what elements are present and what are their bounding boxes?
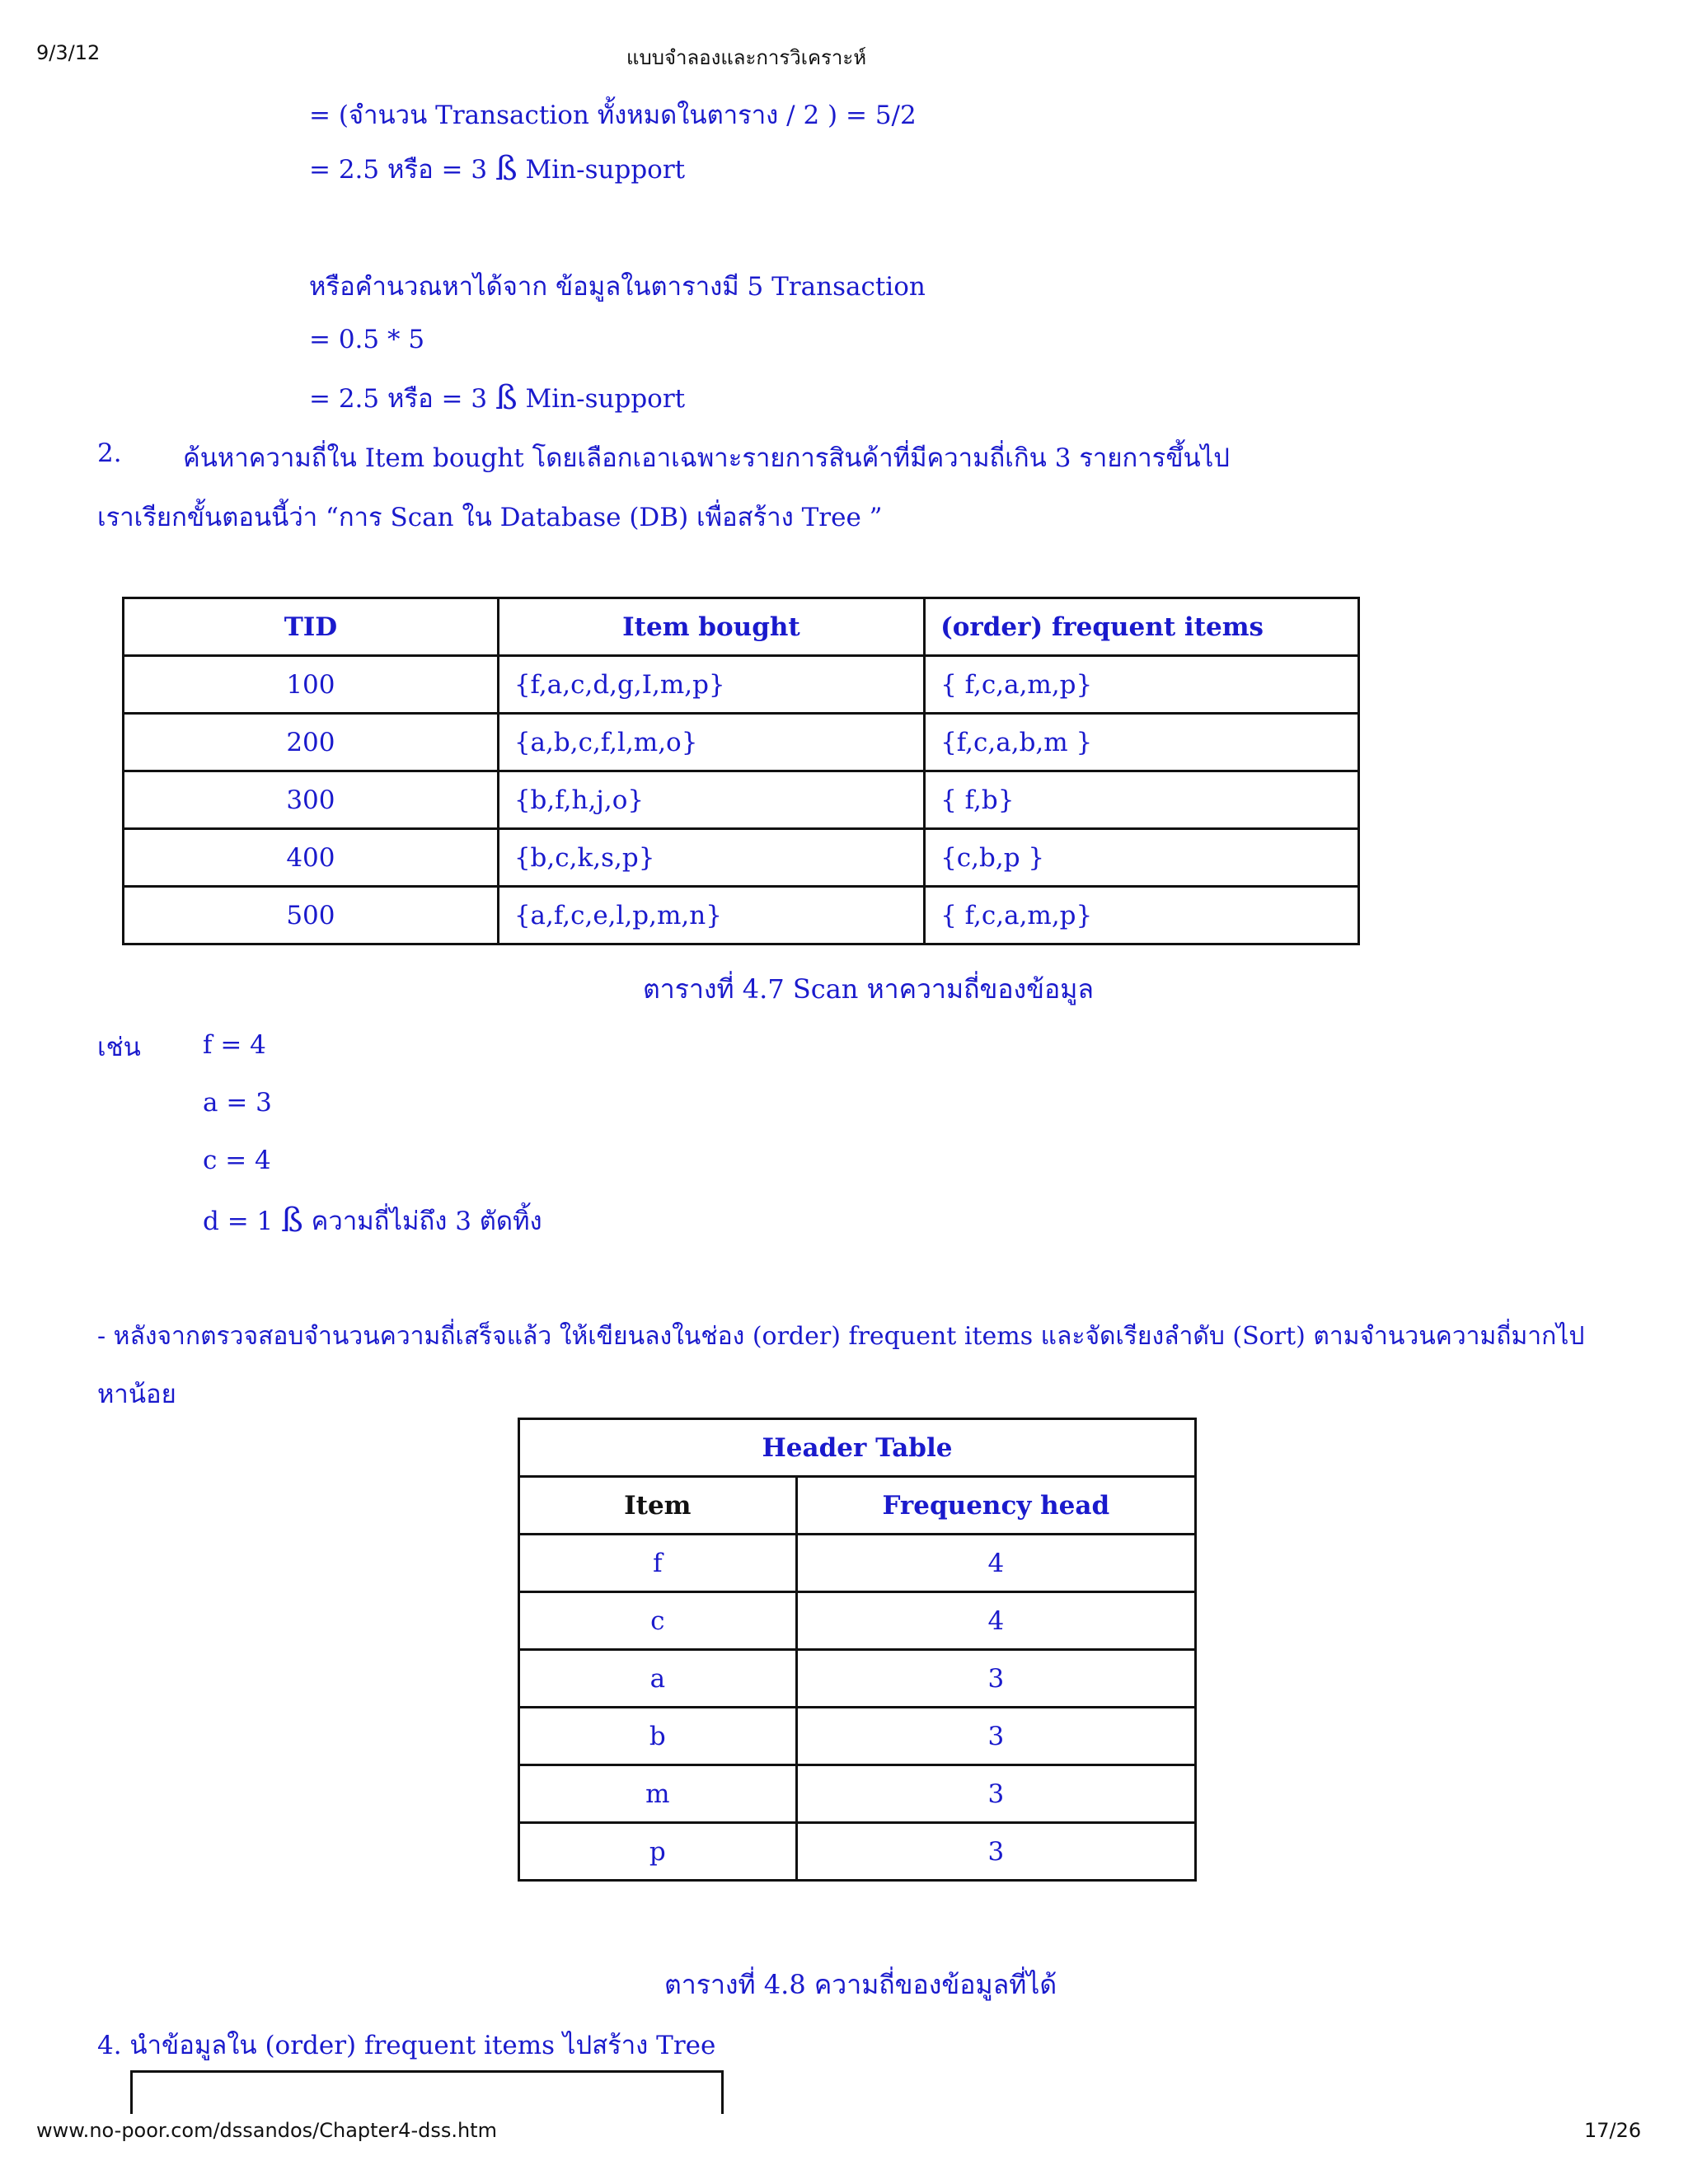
tid-cell: 400 [124,829,499,887]
frequency-scan-table [122,597,1360,945]
formula-line-5 [309,377,685,419]
table-row [124,656,1359,714]
frequency-cell: 4 [796,1535,1195,1592]
item-cell: a [519,1650,797,1708]
table-header-row [124,598,1359,656]
formula-line-5-text: = 2.5 หรือ = 3 [309,384,495,414]
step-2-text: ค้นหาความถี่ใน Item bought โดยเลือกเอาเฉพาะรายการสินค้าที่มีความถี่เกิน 3 รายการขึ้นไป [183,443,1230,473]
item-bought-cell: {b,f,h,j,o} [498,771,924,829]
column-header-item: Item [519,1477,797,1535]
frequent-items-cell: { f,c,a,m,p} [925,656,1359,714]
table-row [519,1708,1196,1765]
example-label: เช่น [97,1033,141,1062]
table-row [124,771,1359,829]
table-row [519,1765,1196,1823]
frequency-cell: 3 [796,1765,1195,1823]
formula-line-2 [309,148,685,190]
table-row [519,1823,1196,1881]
item-bought-cell: {a,f,c,e,l,p,m,n} [498,887,924,944]
example-a: a = 3 [203,1088,272,1118]
table-row [124,887,1359,944]
formula-line-4: = 0.5 * 5 [309,325,425,354]
left-arrow-symbol: ß [281,1202,303,1240]
example-d [203,1200,542,1241]
table-4-7-caption: ตารางที่ 4.7 Scan หาความถี่ของข้อมูล [643,973,1094,1005]
header-table-title-row [519,1419,1196,1477]
item-cell: m [519,1765,797,1823]
page-number: 17/26 [1584,2119,1642,2142]
tid-cell: 300 [124,771,499,829]
table-4-8-caption: ตารางที่ 4.8 ความถี่ของข้อมูลที่ได้ [664,1969,1057,2000]
column-header-frequency-head: Frequency head [796,1477,1195,1535]
tid-cell: 100 [124,656,499,714]
header-table [518,1418,1197,1882]
frequency-cell: 3 [796,1650,1195,1708]
column-header-frequent-items: (order) frequent items [925,598,1359,656]
frequency-cell: 4 [796,1592,1195,1650]
page-title: แบบจำลองและการวิเคราะห์ [626,46,867,69]
tid-cell: 500 [124,887,499,944]
item-bought-cell: {b,c,k,s,p} [498,829,924,887]
sort-instruction-line-2: หาน้อย [97,1380,176,1409]
left-arrow-symbol: ß [495,379,518,417]
table-row [124,829,1359,887]
min-support-label: Min-support [517,155,686,185]
left-arrow-symbol: ß [495,150,518,188]
item-bought-cell: {a,b,c,f,l,m,o} [498,714,924,771]
sort-instruction-line-1: - หลังจากตรวจสอบจำนวนความถี่เสร็จแล้ว ให้เขียนลงในช่อง (order) frequent items และจัดเรียงลำดับ (Sort) ตามจำนวนความถี่มากไป [97,1322,1585,1351]
print-date: 9/3/12 [36,41,101,64]
column-header-item-bought: Item bought [498,598,924,656]
item-bought-cell: {f,a,c,d,g,I,m,p} [498,656,924,714]
item-cell: p [519,1823,797,1881]
example-f: f = 4 [203,1030,266,1060]
frequent-items-cell: { f,c,a,m,p} [925,887,1359,944]
frequent-items-cell: { f,b} [925,771,1359,829]
tid-cell: 200 [124,714,499,771]
frequency-cell: 3 [796,1708,1195,1765]
table-header-row [519,1477,1196,1535]
header-table-title: Header Table [519,1419,1196,1477]
table-row [519,1650,1196,1708]
formula-line-1: = (จำนวน Transaction ทั้งหมดในตาราง / 2 ) = 5/2 [309,101,917,130]
example-c: c = 4 [203,1146,271,1175]
frequency-cell: 3 [796,1823,1195,1881]
frequent-items-cell: {c,b,p } [925,829,1359,887]
item-cell: c [519,1592,797,1650]
formula-line-2-text: = 2.5 หรือ = 3 [309,155,495,185]
min-support-label: Min-support [517,384,686,414]
step-4-text: 4. นำข้อมูลใน (order) frequent items ไปสร้าง Tree [97,2031,716,2060]
item-cell: b [519,1708,797,1765]
example-d-text: d = 1 [203,1207,282,1236]
tree-diagram-frame [130,2070,724,2114]
column-header-tid: TID [124,598,499,656]
table-row [519,1535,1196,1592]
example-d-note: ความถี่ไม่ถึง 3 ตัดทิ้ง [302,1207,542,1236]
formula-line-3: หรือคำนวณหาได้จาก ข้อมูลในตารางมี 5 Transaction [309,272,926,302]
table-row [124,714,1359,771]
item-cell: f [519,1535,797,1592]
step-2-number: 2. [97,438,122,468]
step-2-description: เราเรียกขั้นตอนนี้ว่า “การ Scan ใน Database (DB) เพื่อสร้าง Tree ” [97,503,883,532]
footer-url[interactable]: www.no-poor.com/dssandos/Chapter4-dss.htm [36,2119,497,2142]
table-row [519,1592,1196,1650]
frequent-items-cell: {f,c,a,b,m } [925,714,1359,771]
